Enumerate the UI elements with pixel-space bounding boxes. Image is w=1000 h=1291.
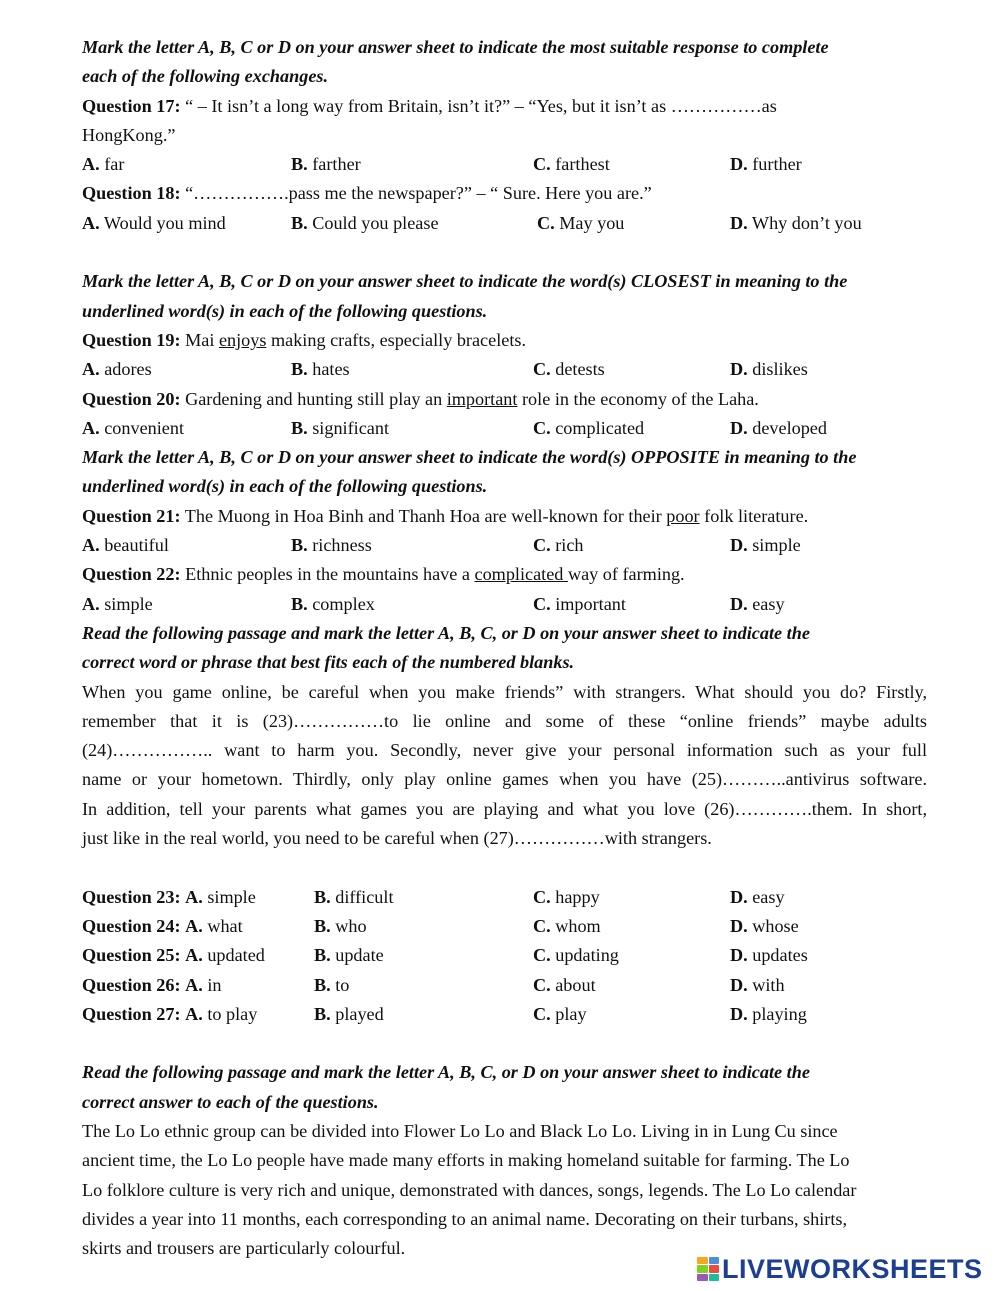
question-21: Question 21: The Muong in Hoa Binh and Thanh Hoa are well-known for their poor folk literature.: [82, 505, 809, 526]
passage-line: ancient time, the Lo Lo people have made many efforts in making homeland suitable for farming. The Lo: [82, 1150, 850, 1171]
option-c[interactable]: C. detests: [533, 359, 605, 380]
option-d[interactable]: updates: [752, 945, 808, 966]
options-20: [82, 414, 927, 443]
underlined-word: complicated: [474, 564, 568, 585]
option-c[interactable]: updating: [555, 945, 619, 966]
option-c[interactable]: C. complicated: [533, 417, 645, 438]
option-a[interactable]: what: [207, 915, 243, 936]
passage-line: name or your hometown. Thirdly, only play online games when you have (25)………..antivirus software.: [82, 769, 927, 790]
passage-line: The Lo Lo ethnic group can be divided into Flower Lo Lo and Black Lo Lo. Living in in Lung Cu since: [82, 1120, 838, 1141]
option-d[interactable]: with: [752, 974, 785, 995]
question-19: Question 19: Mai enjoys making crafts, especially bracelets.: [82, 329, 527, 350]
section-instruction: Read the following passage and mark the letter A, B, C, or D on your answer sheet to indicate the: [82, 622, 810, 643]
option-d[interactable]: D. dislikes: [730, 359, 808, 380]
section-instruction: Mark the letter A, B, C or D on your answer sheet to indicate the word(s) CLOSEST in meaning to the: [82, 271, 848, 292]
option-b[interactable]: who: [335, 915, 367, 936]
passage-line: In addition, tell your parents what games you are playing and what you love (26)………….them. In short,: [82, 798, 927, 819]
logo-text: LIVEWORKSHEETS: [722, 1253, 983, 1284]
question-label: Question 19:: [82, 329, 181, 350]
question-18: [82, 179, 927, 208]
option-c[interactable]: C. rich: [533, 535, 584, 556]
cloze-question-24: Question 24: A. what B. who C. whom D. whose: [82, 915, 799, 936]
options-19: [82, 355, 927, 384]
section-instruction: Read the following passage and mark the letter A, B, C, or D on your answer sheet to indicate the: [82, 1062, 810, 1083]
option-b[interactable]: B. significant: [291, 417, 390, 438]
option-d[interactable]: easy: [752, 886, 785, 907]
liveworksheets-logo: [697, 1255, 983, 1283]
options-22: [82, 590, 927, 619]
question-20: Question 20: Gardening and hunting still play an important role in the economy of the Laha.: [82, 388, 759, 409]
options-21: [82, 531, 927, 560]
question-label: Question 26:: [82, 974, 181, 995]
option-b[interactable]: to: [335, 974, 350, 995]
option-c[interactable]: C. important: [533, 593, 626, 614]
options-18: [82, 209, 927, 238]
section-instruction: Mark the letter A, B, C or D on your answer sheet to indicate the most suitable response to complete: [82, 37, 829, 57]
option-a[interactable]: A. adores: [82, 359, 152, 380]
underlined-word: enjoys: [218, 329, 267, 350]
options-17: [82, 150, 927, 179]
option-a[interactable]: A. convenient: [82, 417, 185, 438]
passage-line: just like in the real world, you need to be careful when (27)……………with strangers.: [82, 828, 712, 849]
option-a[interactable]: A. beautiful: [82, 535, 169, 556]
option-b[interactable]: B. hates: [291, 359, 350, 380]
option-c[interactable]: about: [555, 974, 596, 995]
passage-line: (24)…………….. want to harm you. Secondly, never give your personal information such as your full: [82, 740, 927, 761]
passage-line: remember that it is (23)……………to lie online and some of these “online friends” maybe adults: [82, 710, 927, 731]
question-17-cont: HongKong.”: [82, 124, 176, 145]
option-a[interactable]: simple: [207, 886, 256, 907]
question-label: Question 22:: [82, 564, 181, 585]
section-instruction: underlined word(s) in each of the following questions.: [82, 476, 488, 497]
section-instruction: underlined word(s) in each of the following questions.: [82, 300, 488, 321]
option-c[interactable]: C. May you: [537, 212, 625, 233]
liveworksheets-icon: [697, 1257, 719, 1281]
cloze-question-25: Question 25: A. updated B. update C. updating D. updates: [82, 945, 808, 966]
passage-line: divides a year into 11 months, each corresponding to an animal name. Decorating on their turbans, shirts,: [82, 1208, 848, 1229]
option-b[interactable]: difficult: [335, 886, 394, 907]
question-label: Question 21:: [82, 505, 181, 526]
section-instruction: each of the following exchanges.: [82, 66, 329, 87]
cloze-question-23: Question 23: A. simple B. difficult C. happy D. easy: [82, 886, 785, 907]
question-label: Question 17:: [82, 95, 181, 116]
question-label: Question 24:: [82, 915, 181, 936]
question-label: Question 23:: [82, 886, 181, 907]
option-b[interactable]: B. farther: [291, 154, 361, 175]
option-c[interactable]: happy: [555, 886, 600, 907]
cloze-question-26: Question 26: A. in B. to C. about D. with: [82, 974, 785, 995]
option-a[interactable]: to play: [207, 1003, 258, 1024]
section-instruction: correct answer to each of the questions.: [82, 1091, 379, 1112]
question-text: “ – It isn’t a long way from Britain, isn’t it?” – “Yes, but it isn’t as ……………as: [180, 95, 777, 116]
option-d[interactable]: D. Why don’t you: [730, 212, 862, 233]
option-a[interactable]: A. Would you mind: [82, 212, 226, 233]
option-b[interactable]: B. Could you please: [291, 212, 439, 233]
passage-line: When you game online, be careful when you make friends” with strangers. What should you do? Firstly,: [82, 681, 927, 702]
option-c[interactable]: C. farthest: [533, 154, 610, 175]
section-instruction: correct word or phrase that best fits each of the numbered blanks.: [82, 652, 575, 673]
question-label: Question 20:: [82, 388, 181, 409]
option-a[interactable]: updated: [207, 945, 265, 966]
passage-line: skirts and trousers are particularly colourful.: [82, 1238, 406, 1259]
question-text: “…………….pass me the newspaper?” – “ Sure. Here you are.”: [180, 183, 652, 204]
option-a[interactable]: A. far: [82, 154, 125, 175]
question-label: Question 18:: [82, 183, 181, 204]
option-d[interactable]: whose: [752, 915, 799, 936]
cloze-question-27: Question 27: A. to play B. played C. play D. playing: [82, 1003, 807, 1024]
option-a[interactable]: A. simple: [82, 593, 153, 614]
question-22: Question 22: Ethnic peoples in the mountains have a complicated way of farming.: [82, 564, 685, 585]
option-d[interactable]: playing: [752, 1003, 807, 1024]
option-c[interactable]: whom: [555, 915, 601, 936]
option-c[interactable]: play: [555, 1003, 587, 1024]
question-label: Question 27:: [82, 1003, 181, 1024]
option-b[interactable]: played: [335, 1003, 384, 1024]
option-d[interactable]: D. easy: [730, 593, 785, 614]
underlined-word: important: [446, 388, 518, 409]
option-b[interactable]: B. richness: [291, 535, 372, 556]
option-b[interactable]: B. complex: [291, 593, 375, 614]
worksheet-page: [82, 33, 927, 1263]
question-17: [82, 92, 927, 121]
question-label: Question 25:: [82, 945, 181, 966]
option-d[interactable]: D. further: [730, 154, 802, 175]
option-d[interactable]: D. developed: [730, 417, 827, 438]
option-a[interactable]: in: [207, 974, 222, 995]
underlined-word: poor: [666, 505, 700, 526]
option-d[interactable]: D. simple: [730, 535, 801, 556]
passage-line: Lo folklore culture is very rich and unique, demonstrated with dances, songs, legends. The Lo Lo calendar: [82, 1179, 857, 1200]
section-instruction: Mark the letter A, B, C or D on your answer sheet to indicate the word(s) OPPOSITE in meaning to the: [82, 447, 857, 468]
option-b[interactable]: update: [335, 945, 384, 966]
